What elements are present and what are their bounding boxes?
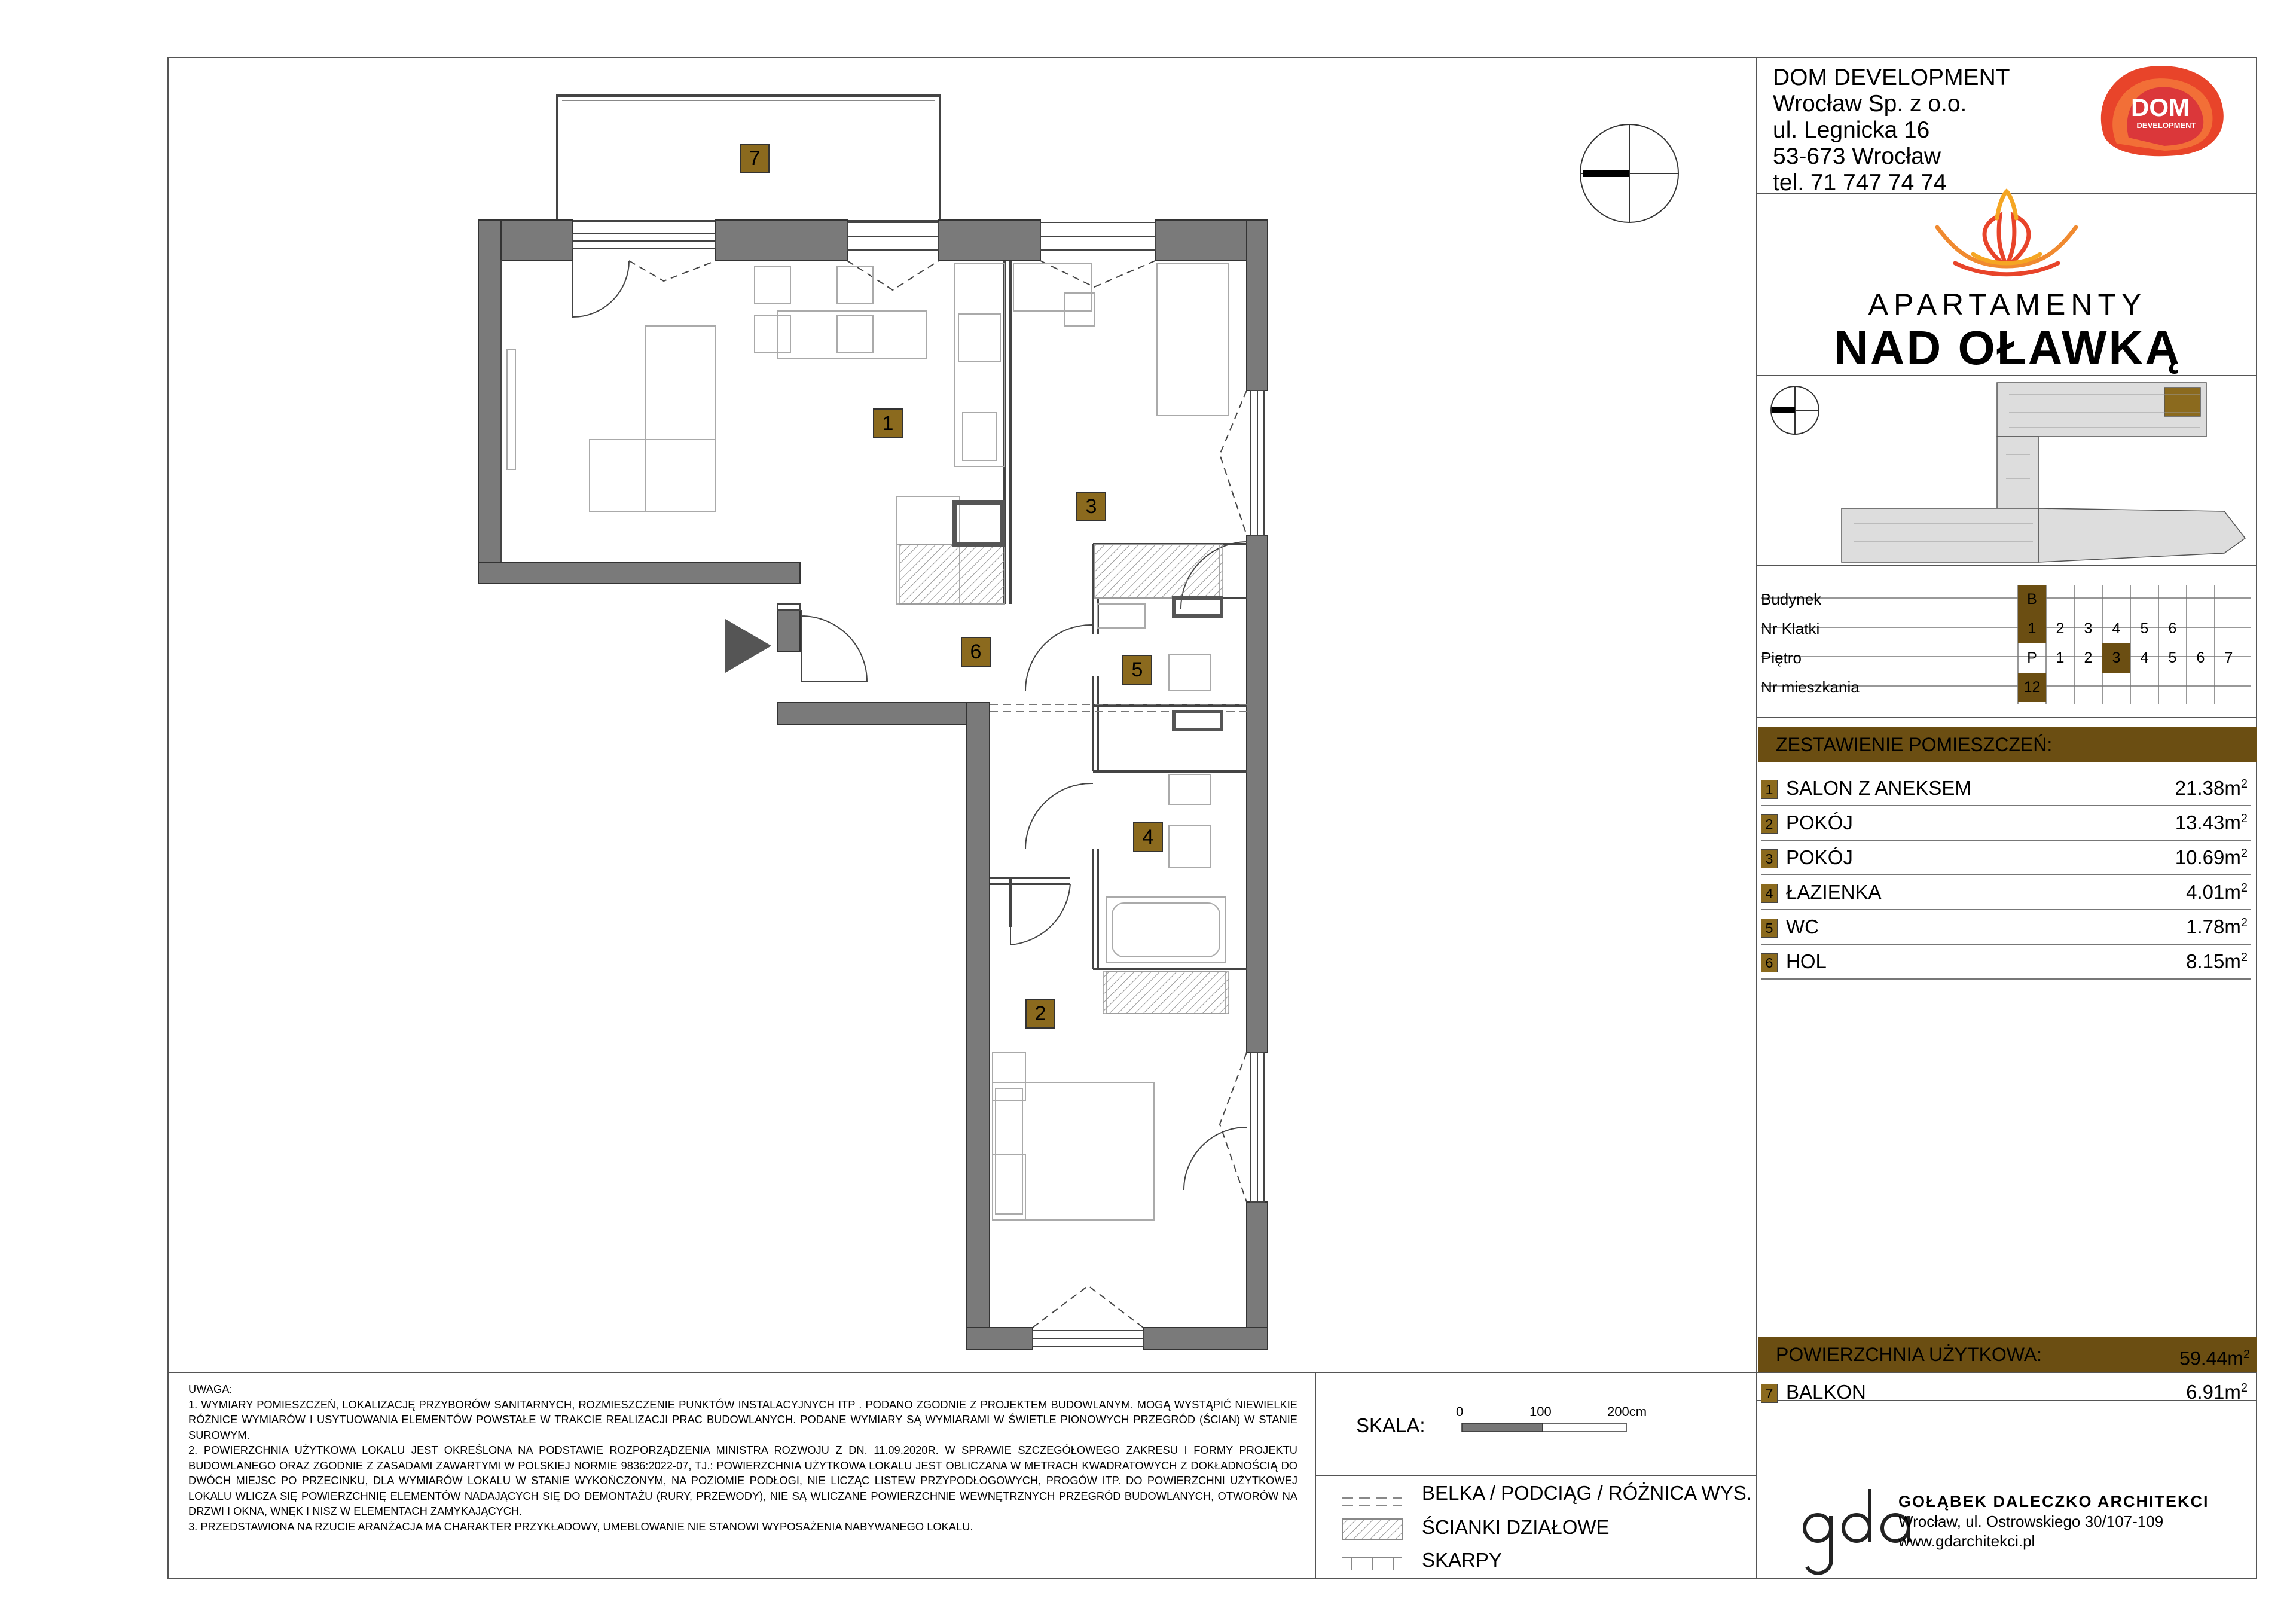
scale-tick-0: 0	[1456, 1404, 1464, 1419]
dom-logo-subtext: DEVELOPMENT	[2136, 121, 2196, 130]
plan-label-wc: 5	[1122, 655, 1152, 685]
company-phone: tel. 71 747 74 74	[1773, 170, 1947, 196]
lotus-logo-icon	[1937, 191, 2076, 274]
usable-area-bar: POWIERZCHNIA UŻYTKOWA: $59.44m^2$	[1758, 1337, 2257, 1372]
staircase-4: 4	[2112, 620, 2121, 637]
building-value: B	[2018, 585, 2046, 614]
floor-5: 5	[2168, 649, 2177, 666]
room-name: POKÓJ	[1786, 812, 1853, 834]
balcony-row: 7 BALKON $6.91m^2$	[1761, 1375, 2251, 1409]
room-row: 2 POKÓJ $13.43m^2$	[1761, 806, 2251, 841]
apartment-value: 12	[2018, 673, 2046, 702]
scale-bar	[1462, 1423, 1626, 1432]
legend-partition: ŚCIANKI DZIAŁOWE	[1422, 1516, 1610, 1538]
company-name: DOM DEVELOPMENT	[1773, 65, 2010, 90]
room-row: 5 WC $1.78m^2$	[1761, 910, 2251, 945]
room-number: 3	[1761, 849, 1778, 868]
plan-label-bathroom: 4	[1133, 822, 1163, 852]
company-address: ul. Legnicka 16	[1773, 117, 1930, 143]
building-label: Budynek	[1761, 590, 1822, 608]
legend-icons	[1342, 1498, 1402, 1570]
note-item: 3. PRZEDSTAWIONA NA RZUCIE ARANŻACJA MA CHARAKTER PRZYKŁADOWY, UMEBLOWANIE NIE STANOWI WYPOSAŻENIA NABYWANEGO LOKALU.	[188, 1520, 973, 1533]
room-number: 4	[1761, 884, 1778, 903]
row-staircase	[1761, 614, 2177, 643]
room-row: 1 SALON Z ANEKSEM $21.38m^2$	[1761, 771, 2251, 806]
architect-name: GOŁĄBEK DALECZKO ARCHITEKCI	[1898, 1493, 2209, 1511]
room-area: 1.78m	[2186, 916, 2241, 938]
scale-tick-100: 100	[1529, 1404, 1552, 1419]
floor-3: 3	[2102, 643, 2130, 673]
room-row: 6 HOL $8.15m^2$	[1761, 945, 2251, 980]
room-number: 5	[1761, 919, 1778, 938]
architect-info	[1898, 1492, 2209, 1551]
scale-label: SKALA:	[1356, 1414, 1425, 1436]
staircase-5: 5	[2140, 620, 2149, 637]
site-key-plan	[1842, 383, 2245, 562]
floor-label: Piętro	[1761, 649, 1802, 667]
row-floor	[1761, 643, 2233, 673]
company-city: 53-673 Wrocław	[1773, 144, 1941, 169]
legend-reveal: SKARPY	[1422, 1549, 1502, 1571]
staircase-3: 3	[2084, 620, 2093, 637]
floor-7: 7	[2224, 649, 2233, 666]
room-number: 6	[1761, 953, 1778, 972]
gda-logo	[1805, 1489, 1909, 1573]
floor-1: 1	[2056, 649, 2065, 666]
room-area: 21.38m	[2175, 777, 2241, 799]
company-line2: Wrocław Sp. z o.o.	[1773, 91, 1967, 117]
dom-logo-text: DOM	[2131, 93, 2190, 121]
staircase-label: Nr Klatki	[1761, 620, 1820, 637]
walls	[478, 220, 1268, 1349]
architect-web: www.gdarchitekci.pl	[1898, 1532, 2035, 1550]
floor-p: P	[2027, 649, 2037, 666]
room-number: 2	[1761, 814, 1778, 834]
notes-heading: UWAGA:	[188, 1383, 233, 1395]
staircase-6: 6	[2168, 620, 2177, 637]
plan-label-salon: 1	[873, 408, 903, 438]
scale-tick-200: 200cm	[1607, 1404, 1647, 1419]
plan-label-room-2: 2	[1025, 999, 1055, 1029]
notes	[188, 1381, 1297, 1534]
plan-label-hall: 6	[961, 637, 991, 667]
room-area: 13.43m	[2175, 812, 2241, 834]
balcony-number: 7	[1761, 1384, 1778, 1403]
balcony-area: 6.91m	[2186, 1381, 2241, 1403]
usable-area-label: POWIERZCHNIA UŻYTKOWA:	[1776, 1344, 2042, 1365]
north-arrow-icon	[1580, 124, 1678, 222]
floor-4: 4	[2140, 649, 2149, 666]
note-item: 1. WYMIARY POMIESZCZEŃ, LOKALIZACJĘ PRZYBORÓW SANITARNYCH, ROZMIESZCZENIE PUNKTÓW INSTALACYJNYCH ITP . PODANO ZGODNIE Z PROJEKTEM BUDOWLANYM. MOGĄ WYSTĄPIĆ NIEWIELKIE RÓŻNICE WYMIARÓW I USYTUOWANIA ELEMENTÓW POWSTAŁE W TRAKCIE REALIZACJI PRAC BUDOWLANYCH. PODANE WYMIARY SĄ WYMIARAMI W ŚWIETLE PIONOWYCH PRZEGRÓD (ŚCIAN) W STANIE SUROWYM.	[188, 1398, 1297, 1441]
room-name: POKÓJ	[1786, 846, 1853, 868]
note-item: 2. POWIERZCHNIA UŻYTKOWA LOKALU JEST OKREŚLONA NA PODSTAWIE ROZPORZĄDZENIA MINISTRA ROZWOJU Z DN. 11.09.2020R. W SPRAWIE SZCZEGÓŁOWEGO ZAKRESU I FORMY PROJEKTU BUDOWLANEGO ORAZ ZGODNIE Z ZASADAMI ZAWARTYMI W POLSKIEJ NORMIE 9836:2022-07, TJ.: POWIERZCHNIA UŻYTKOWA LOKALU JEST OBLICZANA W METRACH KWADRATOWYCH Z DOKŁADNOŚCIĄ DO DWÓCH MIEJSC PO PRZECINKU, DLA WYMIARÓW LOKALU W STANIE WYKOŃCZONYM, NA POZIOMIE PODŁOGI, NIE LICZĄC LISTEW PRZYPODŁOGOWYCH, PROGÓW ITP. DO POWIERZCHNI UŻYTKOWEJ LOKALU WLICZA SIĘ POWIERZCHNIĘ ELEMENTÓW NADAJĄCYCH SIĘ DO DEMONTAŻU (RURY, PRZEWODY), NIE SĄ WLICZANE POWIERZCHNIE WEWNĘTRZNYCH PRZEGRÓD BUDOWLANYCH, OTWORÓW NA DRZWI I OKNA, WNĘK I NISZ W ELEMENTACH ZAMYKAJĄCYCH.	[188, 1444, 1297, 1517]
rooms-header: ZESTAWIENIE POMIESZCZEŃ:	[1758, 727, 2257, 762]
room-area: 10.69m	[2175, 846, 2241, 868]
project-title-main: NAD OŁAWKĄ	[1833, 321, 2182, 374]
floor-6: 6	[2196, 649, 2205, 666]
usable-area-value: 59.44m	[2179, 1347, 2243, 1369]
legend-beam: BELKA / PODCIĄG / RÓŻNICA WYS.	[1422, 1482, 1752, 1504]
staircase-2: 2	[2056, 620, 2065, 637]
room-name: WC	[1786, 916, 1819, 938]
room-name: HOL	[1786, 950, 1827, 972]
room-area: 8.15m	[2186, 950, 2241, 972]
site-north-arrow-icon	[1771, 386, 1819, 434]
architect-address: Wrocław, ul. Ostrowskiego 30/107-109	[1898, 1512, 2164, 1530]
project-title-top: APARTAMENTY	[1868, 288, 2147, 321]
plan-label-room-3: 3	[1076, 492, 1106, 521]
company-info	[1773, 65, 2010, 196]
staircase-1: 1	[2018, 614, 2046, 643]
apartment-label: Nr mieszkania	[1761, 678, 1860, 696]
row-apartment	[1761, 673, 2041, 702]
floor-2: 2	[2084, 649, 2093, 666]
room-name: ŁAZIENKA	[1786, 881, 1882, 903]
plan-label-balcony: 7	[740, 144, 770, 173]
row-building	[1761, 585, 2037, 614]
room-name: SALON Z ANEKSEM	[1786, 777, 1971, 799]
room-row: 4 ŁAZIENKA $4.01m^2$	[1761, 875, 2251, 910]
balcony-name: BALKON	[1786, 1381, 1866, 1403]
room-number: 1	[1761, 780, 1778, 799]
room-row: 3 POKÓJ $10.69m^2$	[1761, 841, 2251, 875]
entrance-arrow-icon	[725, 619, 771, 673]
room-area: 4.01m	[2186, 881, 2241, 903]
furniture	[507, 263, 1229, 1220]
